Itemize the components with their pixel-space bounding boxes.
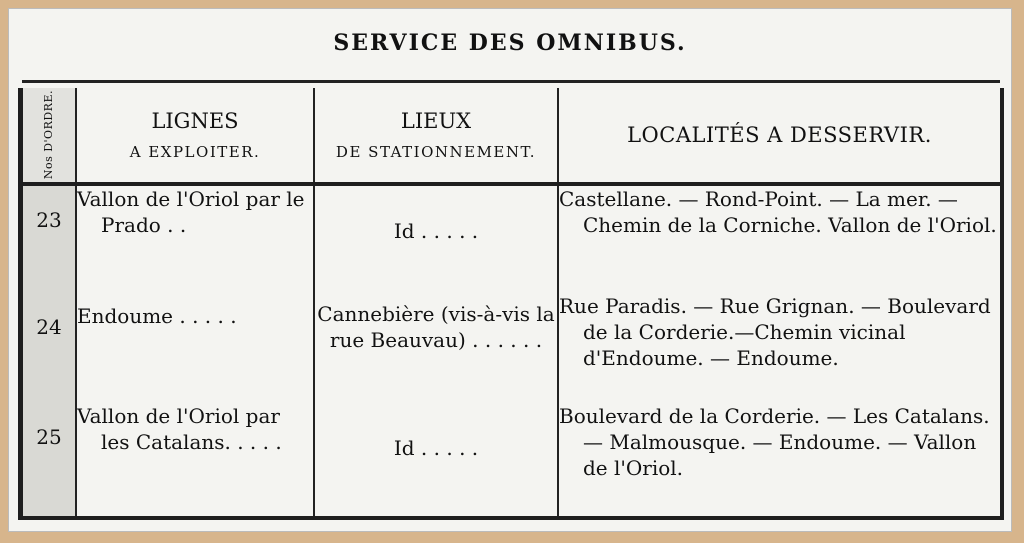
row-number: 25: [21, 403, 77, 518]
lieu-cell: Id . . . . .: [314, 184, 558, 293]
table-row: [21, 184, 1003, 293]
header-lieux-sub: DE STATIONNEMENT.: [335, 143, 537, 161]
table-row: [21, 403, 1003, 518]
table-row: [21, 293, 1003, 404]
row-number: 24: [21, 293, 77, 404]
header-localites: LOCALITÉS A DESSERVIR.: [558, 88, 1002, 184]
localites-cell: Rue Paradis. — Rue Grignan. — Boulevard de la Corderie.—Chemin vicinal d'Endoume. — Endoume.: [559, 293, 991, 370]
header-row: [21, 88, 1003, 184]
title-rule: [22, 80, 1000, 83]
ligne-cell: Vallon de l'Oriol par les Catalans. . . . .: [76, 403, 314, 518]
lieu-cell: Id . . . . .: [314, 403, 558, 518]
header-lieux: [314, 88, 558, 184]
row-number: 23: [21, 184, 77, 293]
page-title: SERVICE DES OMNIBUS.: [333, 30, 687, 56]
header-lignes: [76, 88, 314, 184]
header-lieux-label: LIEUX: [400, 109, 472, 133]
header-numero: Nos D'ORDRE.: [21, 88, 77, 184]
document-page: [8, 8, 1012, 532]
ligne-cell: Endoume . . . . .: [76, 293, 314, 404]
lieu-cell: Cannebière (vis-à-vis la rue Beauvau) . . . . . .: [314, 293, 558, 404]
omnibus-table: [18, 88, 1004, 520]
localites-cell: Boulevard de la Corderie. — Les Catalans. — Malmousque. — Endoume. — Vallon de l'Oriol.: [559, 404, 990, 481]
localites-cell: Castellane. — Rond-Point. — La mer. — Chemin de la Corniche. Vallon de l'Oriol.: [559, 187, 997, 237]
ligne-cell: Vallon de l'Oriol par le Prado . .: [76, 184, 314, 293]
header-lignes-sub: A EXPLOITER.: [129, 143, 261, 161]
header-lignes-label: LIGNES: [151, 109, 239, 133]
